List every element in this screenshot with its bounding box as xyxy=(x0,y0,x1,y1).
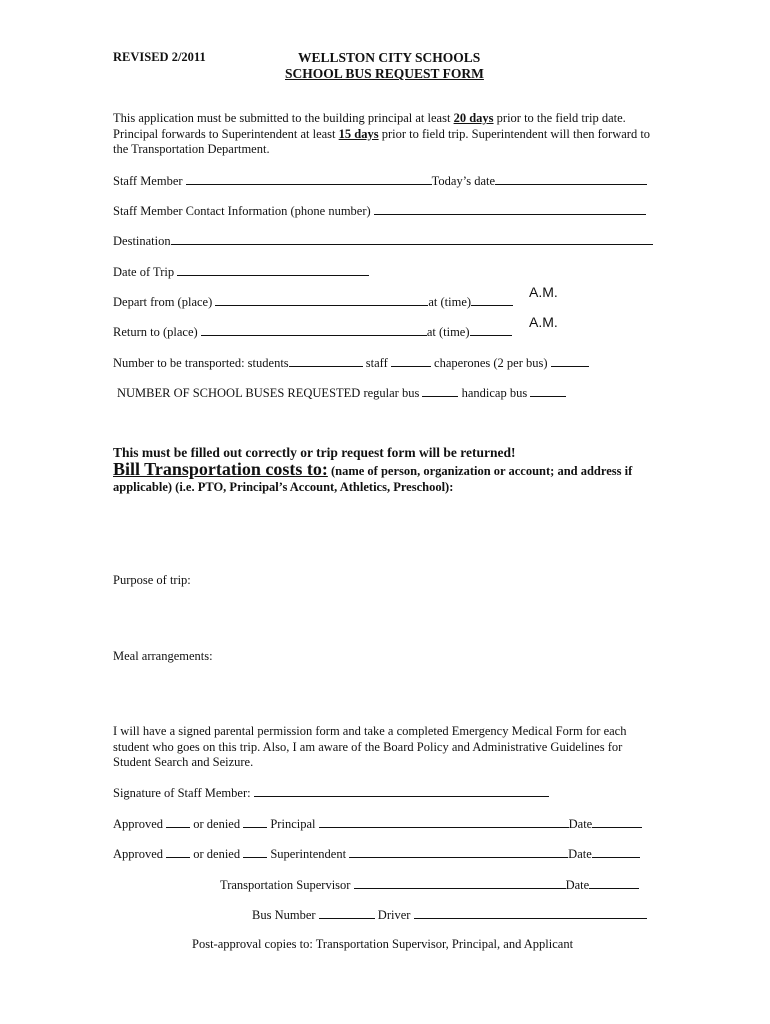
bill-title: Bill Transportation costs to: xyxy=(113,459,328,479)
number-transported-row xyxy=(113,355,589,371)
signature-row xyxy=(113,785,549,801)
return-row xyxy=(113,324,512,340)
return-time-label: at (time) xyxy=(426,325,470,339)
regular-bus-field[interactable] xyxy=(422,385,458,397)
students-label: Number to be transported: students xyxy=(113,356,289,370)
principal-approved-field[interactable] xyxy=(166,816,190,828)
contact-field[interactable] xyxy=(374,203,646,215)
date-of-trip-field[interactable] xyxy=(177,264,369,276)
date-of-trip-label: Date of Trip xyxy=(113,265,175,279)
revised-date: REVISED 2/2011 xyxy=(113,50,206,64)
return-to-label: Return to (place) xyxy=(113,325,198,339)
superintendent-approved-field[interactable] xyxy=(166,846,190,858)
destination-label: Destination xyxy=(113,234,171,248)
intro-paragraph: This application must be submitted to the building principal at least 20 days prior to the field trip date. Principal forwards to Superintendent at least 15 days prior to field trip. Superintendent will then forward to the Transportation Department. xyxy=(113,111,651,156)
signature-label: Signature of Staff Member: xyxy=(113,786,251,800)
buses-requested-row xyxy=(117,385,566,401)
chaperones-label: chaperones (2 per bus) xyxy=(434,356,548,370)
superintendent-date-label: Date xyxy=(568,847,592,861)
deadline-20-days: 20 days xyxy=(453,111,494,125)
agreement-paragraph: I will have a signed parental permission form and take a completed Emergency Medical Form for each student who goes on this trip. Also, I am aware of the Board Policy and Administrative Guidelines for Student Search and Seizure. xyxy=(113,724,627,769)
todays-date-field[interactable] xyxy=(495,173,647,185)
regular-bus-label: NUMBER OF SCHOOL BUSES REQUESTED regular bus xyxy=(117,386,420,400)
signature-field[interactable] xyxy=(254,785,549,797)
transport-supervisor-label: Transportation Supervisor xyxy=(220,878,351,892)
transport-date-label: Date xyxy=(565,878,590,892)
superintendent-approved-label: Approved xyxy=(113,847,163,861)
staff-member-row xyxy=(113,173,647,189)
transport-date-field[interactable] xyxy=(589,877,639,889)
principal-date-label: Date xyxy=(568,817,593,831)
driver-label: Driver xyxy=(377,908,411,922)
depart-row xyxy=(113,294,513,310)
school-name: WELLSTON CITY SCHOOLS xyxy=(298,50,481,65)
depart-from-label: Depart from (place) xyxy=(113,295,213,309)
form-title: SCHOOL BUS REQUEST FORM xyxy=(285,66,484,81)
principal-approved-label: Approved xyxy=(113,817,163,831)
meal-label: Meal arrangements: xyxy=(113,649,213,663)
return-time-field[interactable] xyxy=(470,324,512,336)
superintendent-denied-label: or denied xyxy=(193,847,241,861)
bus-driver-row xyxy=(252,907,647,923)
principal-approval-row xyxy=(113,816,642,832)
depart-time-field[interactable] xyxy=(471,294,513,306)
superintendent-date-field[interactable] xyxy=(592,846,640,858)
superintendent-approval-row xyxy=(113,846,640,862)
destination-row xyxy=(113,233,653,249)
principal-denied-field[interactable] xyxy=(243,816,267,828)
deadline-15-days: 15 days xyxy=(338,126,379,141)
destination-field[interactable] xyxy=(171,233,653,245)
return-am-label: A.M. xyxy=(529,314,558,330)
staff-count-field[interactable] xyxy=(391,355,431,367)
post-approval-copies: Post-approval copies to: Transportation Supervisor, Principal, and Applicant xyxy=(192,937,574,951)
warning-notice: This must be filled out correctly or trip request form will be returned! xyxy=(113,445,516,460)
superintendent-label: Superintendent xyxy=(270,847,347,861)
principal-denied-label: or denied xyxy=(193,817,241,831)
students-field[interactable] xyxy=(289,355,363,367)
principal-label: Principal xyxy=(270,817,316,831)
bus-number-field[interactable] xyxy=(319,907,375,919)
staff-label: staff xyxy=(365,356,388,370)
transport-supervisor-row xyxy=(220,877,639,893)
handicap-bus-field[interactable] xyxy=(530,385,566,397)
bus-number-label: Bus Number xyxy=(252,908,316,922)
todays-date-label: Today’s date xyxy=(431,174,496,188)
purpose-label: Purpose of trip: xyxy=(113,573,191,587)
handicap-bus-label: handicap bus xyxy=(461,386,528,400)
depart-time-label: at (time) xyxy=(428,295,472,309)
depart-place-field[interactable] xyxy=(215,294,428,306)
driver-field[interactable] xyxy=(414,907,647,919)
principal-signature-field[interactable] xyxy=(319,816,569,828)
chaperones-field[interactable] xyxy=(551,355,589,367)
transport-supervisor-field[interactable] xyxy=(354,877,566,889)
principal-date-field[interactable] xyxy=(592,816,642,828)
contact-label: Staff Member Contact Information (phone number) xyxy=(113,204,371,218)
contact-row xyxy=(113,203,646,219)
staff-member-label: Staff Member xyxy=(113,174,183,188)
bill-transportation: Bill Transportation costs to: (name of person, organization or account; and address if applicable) (i.e. PTO, Principal’s Account, Athletics, Preschool): xyxy=(113,459,633,494)
superintendent-signature-field[interactable] xyxy=(349,846,568,858)
return-place-field[interactable] xyxy=(201,324,427,336)
date-of-trip-row xyxy=(113,264,369,280)
depart-am-label: A.M. xyxy=(529,284,558,300)
staff-member-field[interactable] xyxy=(186,173,432,185)
superintendent-denied-field[interactable] xyxy=(243,846,267,858)
